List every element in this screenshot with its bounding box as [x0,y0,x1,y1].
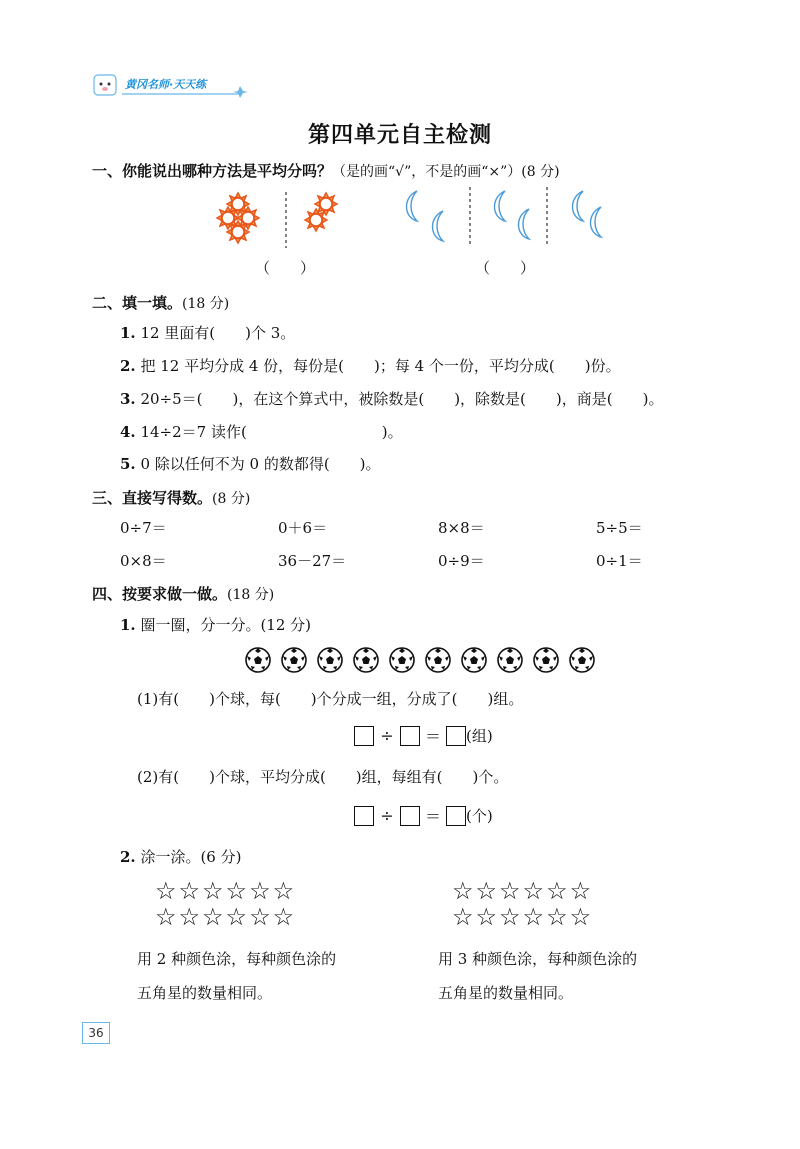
item-text: 14÷2＝7 读作( )。 [135,423,403,441]
item-number: 4. [120,423,136,441]
fill-item-1 [120,322,295,343]
calc-item: 0÷1＝ [596,552,643,570]
fill-item-3 [120,388,663,409]
moon-icon [433,211,444,241]
equation-row-2 [354,804,493,827]
answer-box[interactable] [446,726,466,746]
answer-blank-a[interactable]: （ ） [255,259,316,277]
left-instruction-1: 用 2 种颜色涂，每种颜色涂的 [137,950,337,968]
answer-box[interactable] [446,806,466,826]
stars-left [155,878,296,930]
item-text: 0 除以任何不为 0 的数都得( )。 [135,455,381,473]
soccer-ball-icon [534,648,558,672]
answer-box[interactable] [400,806,420,826]
divide-sign: ÷ [380,726,394,745]
equals-sign: ＝ [424,807,441,826]
item-text: 把 12 平均分成 4 份，每份是( )；每 4 个一份，平均分成( )份。 [135,357,621,375]
star-row[interactable]: ☆☆☆☆☆☆ [452,877,594,905]
left-instruction-2: 五角星的数量相同。 [137,984,273,1002]
right-instruction-1: 用 3 种颜色涂，每种颜色涂的 [438,950,638,968]
item-number: 1. [120,324,136,342]
right-instruction-2: 五角星的数量相同。 [438,984,574,1002]
stars-right [452,878,593,930]
calc-item: 0÷7＝ [120,519,167,537]
star-row[interactable]: ☆☆☆☆☆☆ [155,903,297,931]
section1-points: （是的画“√”，不是的画“×”）(8 分) [332,164,560,180]
calc-item: 0＋6＝ [278,519,328,537]
item-text: 12 里面有( )个 3。 [135,324,296,342]
star-row[interactable]: ☆☆☆☆☆☆ [155,877,297,905]
star-row[interactable]: ☆☆☆☆☆☆ [452,903,594,931]
item-number: 1. [120,616,136,634]
answer-blank-b[interactable]: （ ） [475,259,536,277]
section4-heading-text: 四、按要求做一做。 [92,585,228,603]
soccer-ball-icon [426,648,450,672]
fill-item-5 [120,453,381,474]
section3-points: (8 分) [212,491,251,507]
item-number: 2. [120,848,136,866]
soccer-ball-icon [246,648,270,672]
sun-icon [227,221,249,243]
page-number: 36 [82,1022,110,1044]
item-text: 涂一涂。(6 分) [135,848,242,866]
equation-row-1 [354,724,493,747]
sub-question-1: (1)有( )个球，每( )个分成一组，分成了( )组。 [137,690,524,708]
sub-question-2: (2)有( )个球，平均分成( )组，每组有( )个。 [137,768,509,786]
soccer-balls [238,645,598,675]
moon-icon [591,207,602,237]
moon-icon [573,191,584,221]
soccer-ball-icon [498,648,522,672]
calc-item: 5÷5＝ [596,519,643,537]
page-title: 第四单元自主检测 [307,123,492,148]
answer-box[interactable] [354,726,374,746]
soccer-ball-icon [282,648,306,672]
soccer-ball-icon [354,648,378,672]
soccer-ball-icon [462,648,486,672]
section4-points: (18 分) [227,587,275,603]
section3-heading [92,487,250,508]
calc-item: 0÷9＝ [438,552,485,570]
item-number: 2. [120,357,136,375]
sun-pictures [210,190,350,250]
moon-icon [495,191,506,221]
sun-icon [305,209,327,231]
section2-heading-text: 二、填一填。 [92,294,183,312]
section4-heading [92,583,274,604]
section2-heading [92,292,229,313]
calc-item: 8×8＝ [438,519,485,537]
brand-logo [92,72,252,98]
moon-icon [519,209,530,239]
fill-item-2 [120,355,621,376]
item-number: 3. [120,390,136,408]
calc-item: 0×8＝ [120,552,167,570]
soccer-ball-icon [390,648,414,672]
answer-box[interactable] [400,726,420,746]
brand-text: 黄冈名师·天天练 [125,78,207,91]
section2-points: (18 分) [182,296,230,312]
q1-label [120,614,311,635]
unit-label: (个) [466,807,493,825]
answer-box[interactable] [354,806,374,826]
calc-item: 36－27＝ [278,552,347,570]
item-number: 5. [120,455,136,473]
section3-heading-text: 三、直接写得数。 [92,489,213,507]
moon-pictures [395,185,615,250]
q2-label [120,846,241,867]
item-text: 圈一圈，分一分。(12 分) [135,616,311,634]
fill-item-4 [120,421,403,442]
section1-heading-text: 一、你能说出哪种方法是平均分吗？ [92,162,333,180]
moon-icon [407,191,418,221]
unit-label: (组) [466,727,493,745]
item-text: 20÷5＝( )，在这个算式中，被除数是( )，除数是( )，商是( )。 [135,390,664,408]
equals-sign: ＝ [424,727,441,746]
divide-sign: ÷ [380,806,394,825]
section1-heading [92,160,560,181]
soccer-ball-icon [570,648,594,672]
soccer-ball-icon [318,648,342,672]
